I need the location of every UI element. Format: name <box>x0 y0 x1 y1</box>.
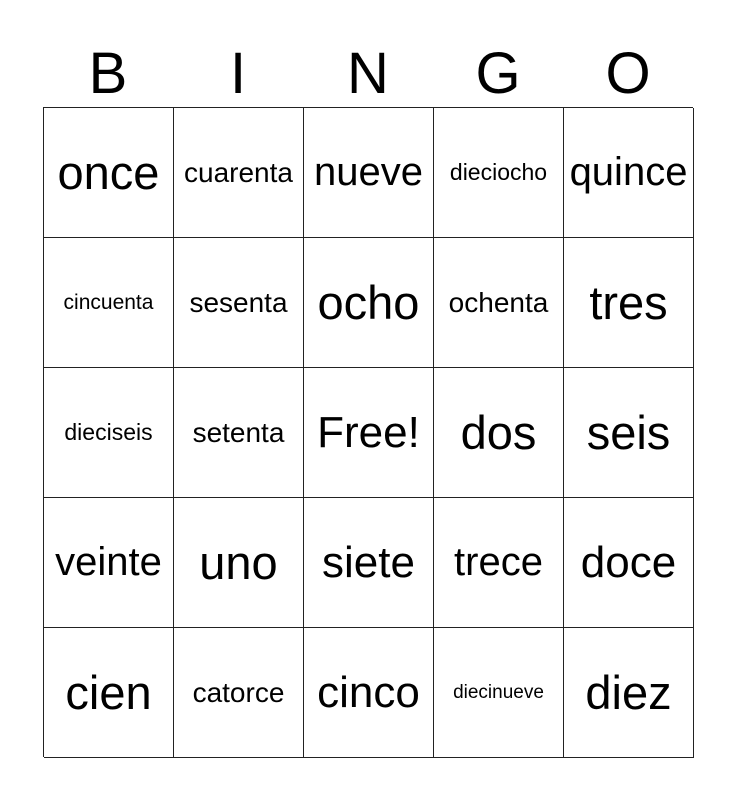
bingo-cell[interactable]: sesenta <box>174 238 304 368</box>
bingo-cell[interactable]: quince <box>564 108 694 238</box>
bingo-cell[interactable]: veinte <box>44 498 174 628</box>
header-letter-n: N <box>347 41 389 106</box>
bingo-cell[interactable]: ochenta <box>434 238 564 368</box>
free-space[interactable]: Free! <box>304 368 434 498</box>
header-letter-b: B <box>88 41 128 106</box>
bingo-cell[interactable]: catorce <box>174 628 304 758</box>
bingo-cell[interactable]: once <box>44 108 174 238</box>
header-letter-g: G <box>475 41 521 106</box>
header-letter-i: I <box>229 41 247 106</box>
bingo-cell[interactable]: ocho <box>304 238 434 368</box>
bingo-cell[interactable]: cincuenta <box>44 238 174 368</box>
bingo-cell[interactable]: uno <box>174 498 304 628</box>
bingo-cell[interactable]: dieciocho <box>434 108 564 238</box>
bingo-cell[interactable]: diecinueve <box>434 628 564 758</box>
bingo-cell[interactable]: setenta <box>174 368 304 498</box>
bingo-cell[interactable]: dieciseis <box>44 368 174 498</box>
bingo-cell[interactable]: trece <box>434 498 564 628</box>
bingo-cell[interactable]: cinco <box>304 628 434 758</box>
bingo-cell[interactable]: nueve <box>304 108 434 238</box>
bingo-cell[interactable]: diez <box>564 628 694 758</box>
header-letter-o: O <box>605 41 651 106</box>
bingo-cell[interactable]: siete <box>304 498 434 628</box>
bingo-cell[interactable]: doce <box>564 498 694 628</box>
bingo-cell[interactable]: cuarenta <box>174 108 304 238</box>
bingo-header <box>43 40 693 108</box>
bingo-board <box>43 107 693 757</box>
bingo-cell[interactable]: seis <box>564 368 694 498</box>
bingo-cell[interactable]: tres <box>564 238 694 368</box>
bingo-cell[interactable]: cien <box>44 628 174 758</box>
bingo-cell[interactable]: dos <box>434 368 564 498</box>
